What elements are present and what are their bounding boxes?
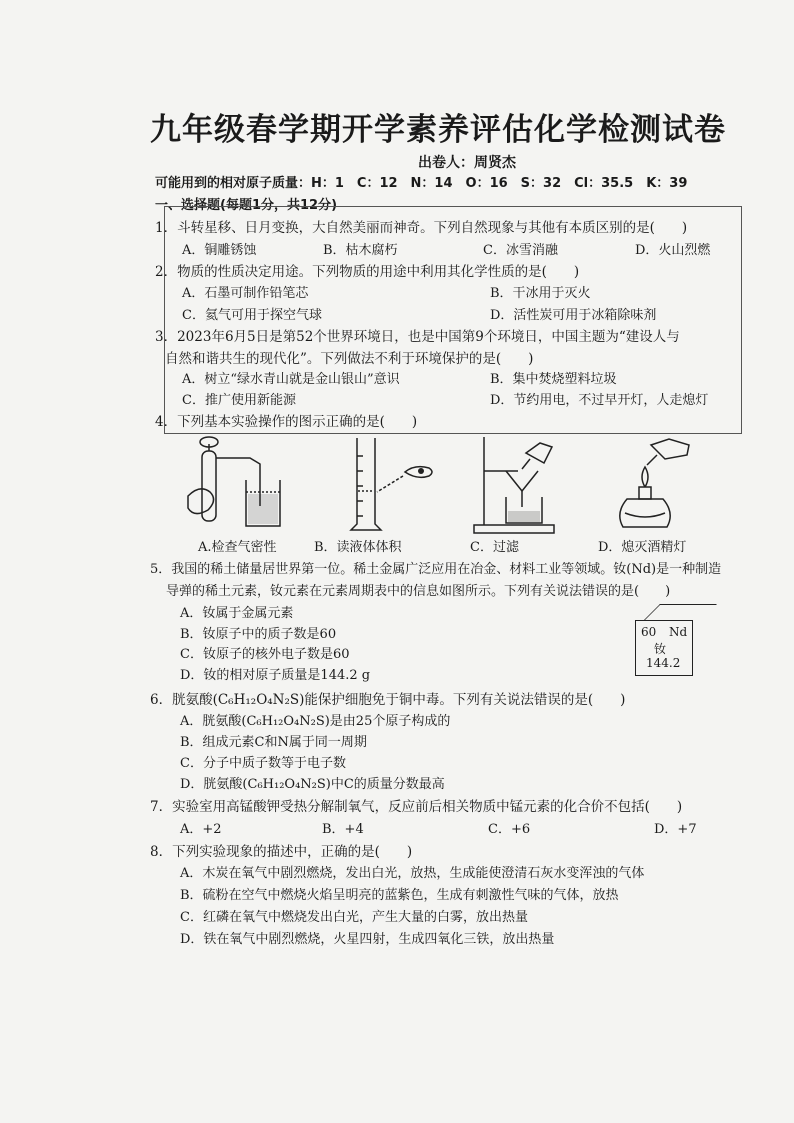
atomic-masses-line: 可能用到的相对原子质量：H：1 C：12 N：14 O：16 S：32 Cl：35.5 K：39	[155, 176, 688, 191]
question-3-stem: 3．2023年6月5日是第52个世界环境日，也是中国第9个环境日，中国主题为“建设人与	[155, 329, 680, 345]
question-8-option-a: A．木炭在氧气中剧烈燃烧，发出白光，放热，生成能使澄清石灰水变浑浊的气体	[180, 866, 645, 881]
element-symbol: Nd	[669, 625, 688, 639]
question-8-option-d: D．铁在氧气中剧烈燃烧，火星四射，生成四氧化三铁，放出热量	[180, 932, 555, 947]
question-6-stem: 6．胱氨酸(C₆H₁₂O₄N₂S)能保护细胞免于铜中毒。下列有关说法错误的是( )	[150, 692, 626, 708]
airtightness-check-figure	[180, 436, 300, 536]
question-5-option-c: C．钕原子的核外电子数是60	[180, 647, 350, 662]
question-3-option-d: D．节约用电，不过早开灯，人走熄灯	[490, 393, 709, 408]
element-name: 钕	[654, 642, 667, 656]
question-2-option-d: D．活性炭可用于冰箱除味剂	[490, 308, 657, 323]
question-1-option-b: B．枯木腐朽	[323, 243, 398, 258]
question-7-option-d: D．+7	[654, 822, 697, 837]
filtration-figure	[470, 433, 570, 538]
question-2-option-c: C．氦气可用于探空气球	[182, 308, 322, 323]
element-atomic-number: 60	[641, 625, 657, 639]
question-1-option-a: A．铜雕锈蚀	[182, 243, 257, 258]
question-6-option-d: D．胱氨酸(C₆H₁₂O₄N₂S)中C的质量分数最高	[180, 777, 445, 792]
element-card-top	[643, 604, 717, 621]
figure-b-caption: B．读液体体积	[314, 540, 402, 555]
question-4-stem: 4．下列基本实验操作的图示正确的是( )	[155, 414, 418, 430]
question-2-option-b: B．干冰用于灭火	[490, 286, 591, 301]
question-8-option-c: C．红磷在氧气中燃烧发出白光，产生大量的白雾，放出热量	[180, 910, 528, 925]
question-8-option-b: B．硫粉在空气中燃烧火焰呈明亮的蓝紫色，生成有刺激性气味的气体，放热	[180, 888, 619, 903]
question-2-stem: 2．物质的性质决定用途。下列物质的用途中利用其化学性质的是( )	[155, 264, 580, 280]
question-1-stem: 1．斗转星移、日月变换，大自然美丽而神奇。下列自然现象与其他有本质区别的是( )	[155, 220, 688, 236]
question-3-option-b: B．集中焚烧塑料垃圾	[490, 372, 617, 387]
element-mass: 144.2	[646, 656, 681, 670]
question-7-option-c: C．+6	[488, 822, 531, 837]
question-5-option-a: A．钕属于金属元素	[180, 606, 294, 621]
question-7-option-b: B．+4	[322, 822, 364, 837]
figure-c-caption: C．过滤	[470, 540, 519, 555]
figure-d-caption: D．熄灭酒精灯	[598, 540, 687, 555]
question-1-option-c: C．冰雪消融	[483, 243, 558, 258]
question-8-stem: 8．下列实验现象的描述中，正确的是( )	[150, 844, 413, 860]
question-2-option-a: A．石墨可制作铅笔芯	[182, 286, 309, 301]
question-1-option-d: D．火山烈燃	[635, 243, 711, 258]
question-6-option-c: C．分子中质子数等于电子数	[180, 756, 346, 771]
question-6-option-a: A．胱氨酸(C₆H₁₂O₄N₂S)是由25个原子构成的	[180, 714, 451, 729]
question-6-option-b: B．组成元素C和N属于同一周期	[180, 735, 367, 750]
question-5-stem: 5．我国的稀土储量居世界第一位。稀土金属广泛应用在冶金、材料工业等领域。钕(Nd)是一种制造	[150, 562, 722, 577]
alcohol-lamp-figure	[605, 433, 705, 538]
question-3-stem-line-2: 自然和谐共生的现代化”。下列做法不利于环境保护的是( )	[165, 351, 534, 367]
question-3-option-c: C．推广使用新能源	[182, 393, 296, 408]
exam-title: 九年级春学期开学素养评估化学检测试卷	[150, 112, 726, 148]
question-5-option-b: B．钕原子中的质子数是60	[180, 627, 337, 642]
reading-volume-figure	[345, 436, 455, 536]
figure-a-caption: A.检查气密性	[198, 540, 277, 555]
section-heading: 一、选择题(每题1分，共12分)	[155, 198, 338, 213]
question-3-option-a: A．树立“绿水青山就是金山银山”意识	[182, 372, 400, 387]
question-5-stem-line-2: 导弹的稀土元素，钕元素在元素周期表中的信息如图所示。下列有关说法错误的是( )	[166, 584, 671, 599]
question-5-option-d: D．钕的相对原子质量是144.2 g	[180, 668, 371, 683]
question-7-stem: 7．实验室用高锰酸钾受热分解制氧气，反应前后相关物质中锰元素的化合价不包括( )	[150, 799, 683, 815]
question-7-option-a: A．+2	[180, 822, 222, 837]
author-line: 出卷人：周贤杰	[418, 155, 516, 171]
